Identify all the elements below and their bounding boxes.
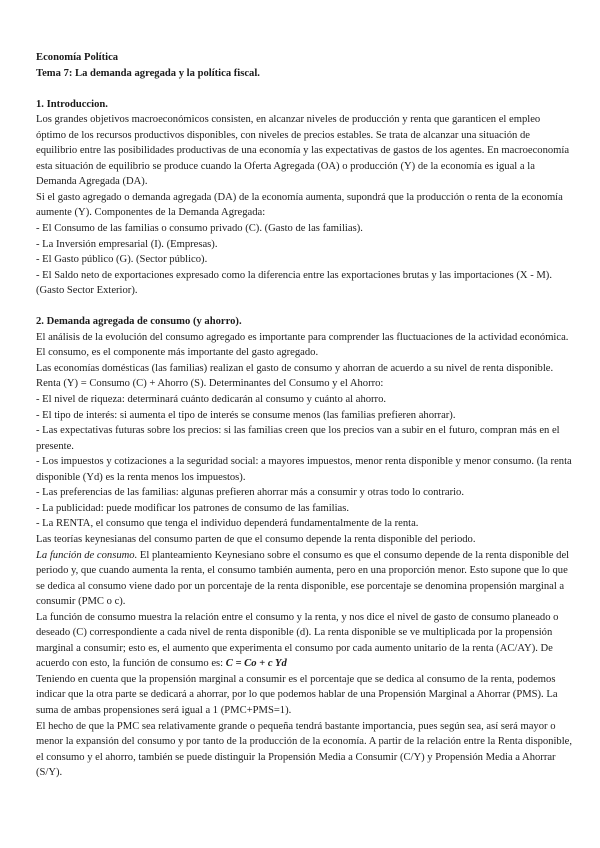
section-2-paragraph-7: El hecho de que la PMC sea relativamente grande o pequeña tendrá bastante importancia, pues según sea, así será mayor o menor la expansión del consumo y por tanto de la producción de la economía. A partir de la relación entre la Renta disponible, el consumo y el ahorro, también se puede distinguir la Propensión Media a Consumir (C/Y) y Propensión Media a Ahorrar (S/Y).: [36, 720, 572, 779]
component-item: - El Gasto público (G). (Sector público).: [36, 254, 208, 266]
section-2-heading: 2. Demanda agregada de consumo (y ahorro).: [36, 316, 242, 328]
component-item: - El Consumo de las familias o consumo privado (C). (Gasto de las familias).: [36, 223, 363, 235]
consumption-relation-text: La función de consumo muestra la relación entre el consumo y la renta, y nos dice el nivel de gasto de consumo planeado o deseado (C) correspondiente a cada nivel de renta disponible (d). La renta disponible se ve multiplicada por la propensión marginal a consumir; esto es, el aumento que experimenta el consumo por cada aumento unitario de la renta (AC/AY). De acuerdo con esto, la función de consumo es:: [36, 611, 559, 670]
consumption-formula: C = Co + c Yd: [225, 658, 287, 670]
section-1-heading: 1. Introduccion.: [36, 98, 108, 110]
consumption-function-text: El planteamiento Keynesiano sobre el consumo es que el consumo depende de la renta disponible del periodo y, que cuando aumenta la renta, el consumo también aumenta, pero en una proporción menor. Esto supone que lo que se dedica al consumo viene dado por un porcentaje de la renta disponible, ese porcentaje se denomina propensión marginal a consumir (PMC o c).: [36, 549, 570, 608]
consumption-function-label: La función de consumo.: [36, 549, 138, 561]
spacer: [36, 299, 572, 315]
component-item: - El Saldo neto de exportaciones expresado como la diferencia entre las exportaciones brutas y las importaciones (X - M). (Gasto Sector Exterior).: [36, 269, 552, 297]
section-2-paragraph-2: Las economías domésticas (las familias) realizan el gasto de consumo y ahorran de acuerdo a su nivel de renta disponible. Renta (Y) = Consumo (C) + Ahorro (S). Determinantes del Consumo y el Ahorro:: [36, 362, 554, 390]
component-item: - La Inversión empresarial (I). (Empresas).: [36, 238, 218, 250]
determinant-item: - El tipo de interés: si aumenta el tipo de interés se consume menos (las familias prefieren ahorrar).: [36, 409, 456, 421]
determinant-item: - La RENTA, el consumo que tenga el individuo dependerá fundamentalmente de la renta.: [36, 518, 419, 530]
document-page: [36, 50, 572, 781]
document-topic: Tema 7: La demanda agregada y la política fiscal.: [36, 67, 260, 79]
section-2-paragraph-3: Las teorías keynesianas del consumo parten de que el consumo depende la renta disponible del periodo.: [36, 533, 476, 545]
section-2-paragraph-4: [36, 548, 572, 610]
spacer: [36, 81, 572, 97]
section-2-paragraph-6: Teniendo en cuenta que la propensión marginal a consumir es el porcentaje que se dedica al consumo de la renta, podemos indicar que la otra parte se dedicará a ahorrar, por lo que podemos hablar de una Propensión Marginal a Ahorrar (PMS). La suma de ambas propensiones será igual a 1 (PMC+PMS=1).: [36, 673, 558, 716]
section-2-paragraph-5: [36, 610, 572, 672]
section-1-paragraph-2: Si el gasto agregado o demanda agregada (DA) de la economía aumenta, supondrá que la producción o renta de la economía aumente (Y). Componentes de la Demanda Agregada:: [36, 191, 563, 219]
determinant-item: - Los impuestos y cotizaciones a la seguridad social: a mayores impuestos, menor renta disponible y menor consumo. (la renta disponible (Yd) es la renta menos los impuestos).: [36, 456, 572, 483]
section-1-paragraph-1: Los grandes objetivos macroeconómicos consisten, en alcanzar niveles de producción y renta que garanticen el empleo óptimo de los recursos productivos disponibles, con niveles de precios estables. Se trata de alcanzar una situación de equilibrio entre las posibilidades productivas de una economía y las expectativas de gastos de los agentes. En macroeconomía esta situación de equilibrio se produce cuando la Oferta Agregada (OA) o producción (Y) de la economía es igual a la Demanda Agregada (DA).: [36, 114, 570, 188]
determinant-item: - La publicidad: puede modificar los patrones de consumo de las familias.: [36, 502, 350, 514]
determinant-item: - El nivel de riqueza: determinará cuánto dedicarán al consumo y cuánto al ahorro.: [36, 394, 387, 406]
determinant-item: - Las expectativas futuras sobre los precios: si las familias creen que los precios van a subir en el futuro, compran más en el presente.: [36, 425, 560, 452]
section-2-paragraph-1: El análisis de la evolución del consumo agregado es importante para comprender las fluctuaciones de la actividad económica. El consumo, es el componente más importante del gasto agregado.: [36, 331, 569, 359]
document-subject: Economía Política: [36, 52, 119, 63]
determinant-item: - Las preferencias de las familias: algunas prefieren ahorrar más a consumir y otras todo lo contrario.: [36, 487, 464, 499]
